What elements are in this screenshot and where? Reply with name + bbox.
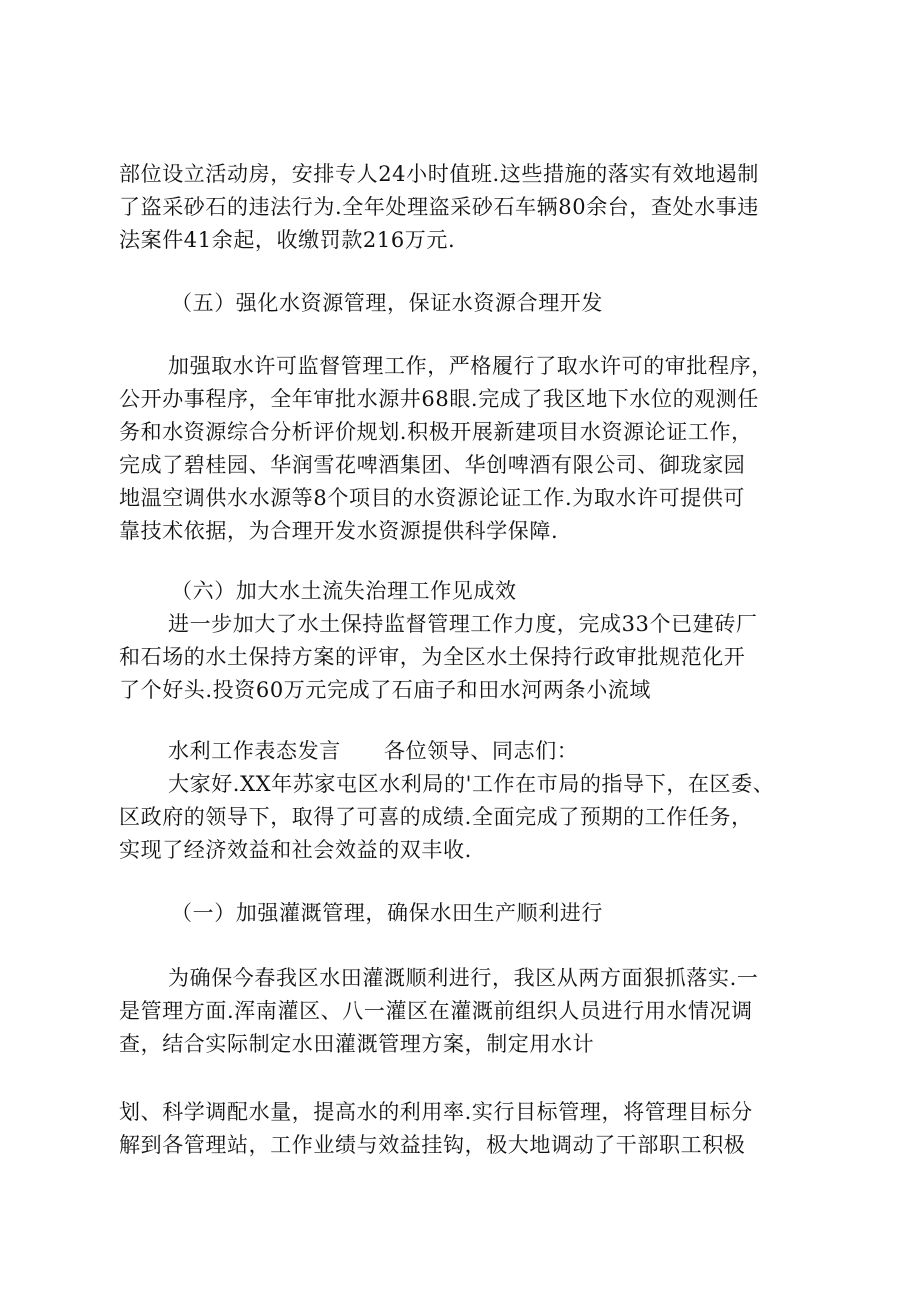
text-line: 和石场的水土保持方案的评审，为全区水土保持行政审批规范化开	[119, 645, 746, 669]
speech-title: 水利工作表态发言 各位领导、同志们：	[168, 739, 579, 763]
text-line: 解到各管理站，工作业绩与效益挂钩，极大地调动了干部职工积极	[119, 1133, 746, 1157]
text-line: 务和水资源综合分析评价规划.积极开展新建项目水资源论证工作，	[119, 420, 753, 444]
text-line: 进一步加大了水土保持监督管理工作力度，完成33个已建砖厂	[168, 612, 758, 636]
text-line: 了个好头.投资60万元完成了石庙子和田水河两条小流域	[119, 678, 651, 702]
text-line: 查，结合实际制定水田灌溉管理方案，制定用水计	[119, 1032, 595, 1056]
text-line: 是管理方面.浑南灌区、八一灌区在灌溉前组织人员进行用水情况调	[119, 999, 753, 1023]
section-heading: （六）加大水土流失治理工作见成效	[171, 579, 517, 603]
text-line: 法案件41余起，收缴罚款216万元.	[119, 228, 456, 252]
text-line: 加强取水许可监督管理工作，严格履行了取水许可的审批程序，	[168, 354, 773, 378]
text-line: 地温空调供水水源等8个项目的水资源论证工作.为取水许可提供可	[119, 486, 746, 510]
section-heading: （一）加强灌溉管理，确保水田生产顺利进行	[171, 901, 603, 925]
text-line: 部位设立活动房，安排专人24小时值班.这些措施的落实有效地遏制	[119, 162, 759, 186]
text-line: 了盗采砂石的违法行为.全年处理盗采砂石车辆80余台，查处水事违	[119, 195, 759, 219]
text-line: 划、科学调配水量，提高水的利用率.实行目标管理，将管理目标分	[119, 1100, 753, 1124]
text-line: 完成了碧桂园、华润雪花啤酒集团、华创啤酒有限公司、御珑家园	[119, 453, 746, 477]
text-line: 为确保今春我区水田灌溉顺利进行，我区从两方面狠抓落实.一	[168, 966, 759, 990]
section-heading: （五）强化水资源管理，保证水资源合理开发	[171, 291, 603, 315]
text-line: 实现了经济效益和社会效益的双丰收.	[119, 838, 472, 862]
text-line: 公开办事程序，全年审批水源井68眼.完成了我区地下水位的观测任	[119, 387, 759, 411]
text-line: 大家好.XX年苏家屯区水利局的'工作在市局的指导下，在区委、	[168, 772, 775, 796]
text-line: 区政府的领导下，取得了可喜的成绩.全面完成了预期的工作任务，	[119, 805, 753, 829]
text-line: 靠技术依据，为合理开发水资源提供科学保障.	[119, 519, 559, 543]
